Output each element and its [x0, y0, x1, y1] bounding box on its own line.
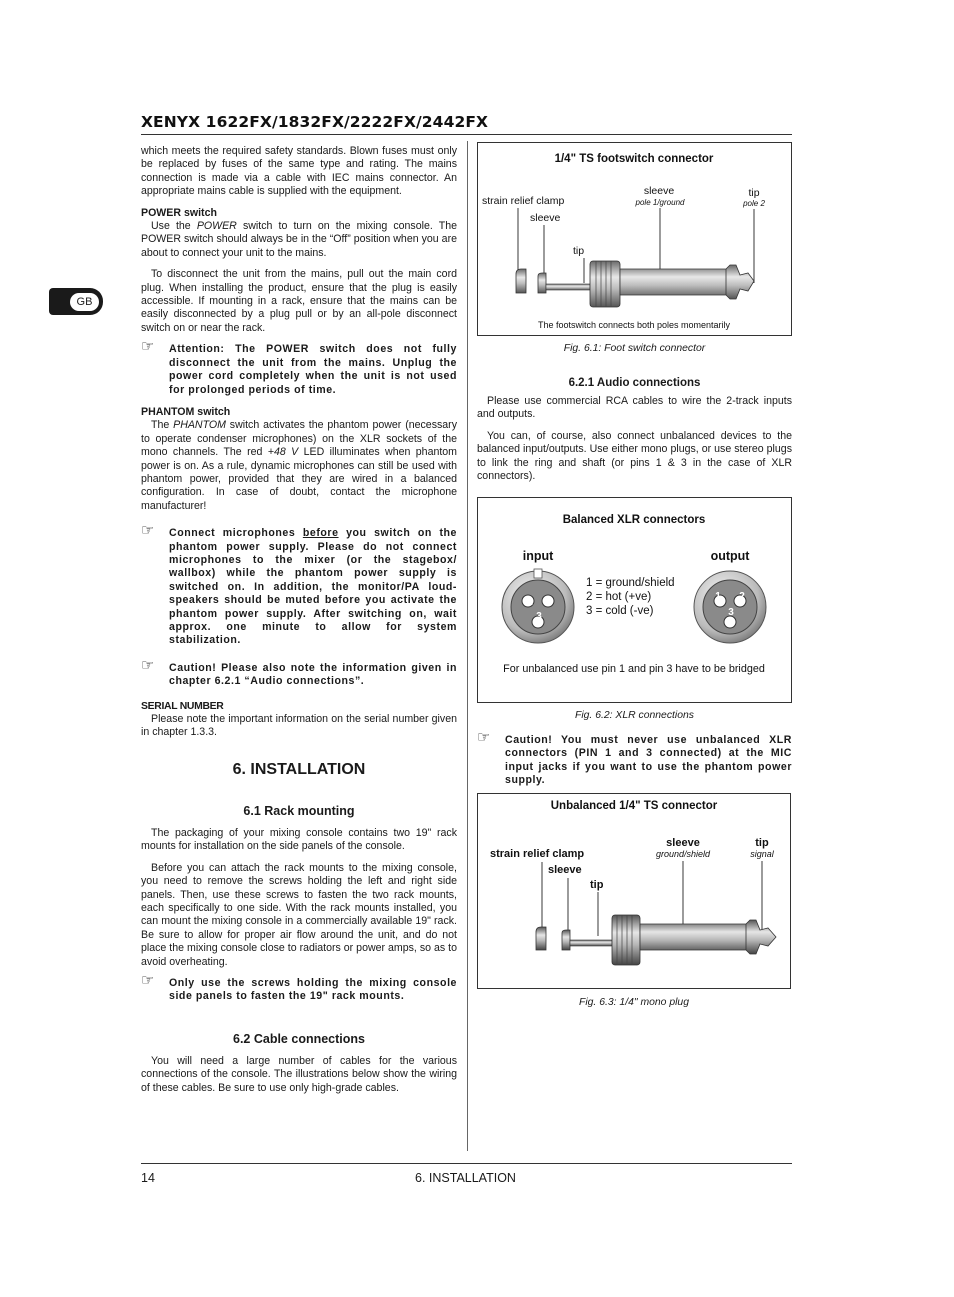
- audio-paragraph-1: Please use commercial RCA cables to wire the 2-track inputs and outputs.: [477, 395, 792, 421]
- input-label: input: [522, 549, 554, 563]
- rack-mounting-title: 6.1 Rack mounting: [243, 804, 355, 818]
- column-divider: [467, 141, 468, 1151]
- pin-1-legend: 1 = ground/shield: [586, 577, 675, 589]
- rack-note: ☞ Only use the screws holding the mixing console side panels to fasten the 19" rack mounts.: [141, 972, 457, 1003]
- output-pin-label: 3: [728, 607, 734, 618]
- phantom-switch-heading: PHANTOM switch: [141, 405, 231, 418]
- xlr-caution-section: [477, 729, 792, 797]
- pin-2-legend: 2 = hot (+ve): [586, 591, 652, 603]
- figure-title: Balanced XLR connectors: [562, 514, 706, 526]
- xlr-connectors-figure: [477, 497, 792, 703]
- xlr-connectors-diagram: [478, 498, 791, 702]
- figure-6-3-caption: Fig. 6.3: 1/4" mono plug: [579, 997, 689, 1008]
- output-pin-label: 1: [715, 591, 721, 602]
- sleeve-top-label: sleeve: [666, 837, 700, 849]
- audio-connections-title: 6.2.1 Audio connections: [568, 377, 701, 389]
- footswitch-note: The footswitch connects both poles momentarily: [537, 320, 731, 330]
- tip-low-label: tip: [573, 245, 585, 257]
- figure-title: Unbalanced 1/4" TS connector: [550, 800, 718, 812]
- power-attention-note: ☞ Attention: The POWER switch does not fully disconnect the unit from the mains. Unplug the power cord completely when the unit is not used for prolonged periods of time.: [141, 338, 457, 396]
- language-badge-label: GB: [70, 293, 99, 311]
- page-number: 14: [141, 1171, 155, 1185]
- pointing-hand-icon: ☞: [141, 972, 155, 990]
- cable-connections-section: [141, 1055, 457, 1103]
- output-pin-label: 2: [739, 591, 745, 602]
- tip-top-label: tip: [755, 837, 769, 849]
- tip-top-label: tip: [748, 187, 760, 199]
- left-column: [141, 145, 457, 748]
- rack-paragraph-2: Before you can attach the rack mounts to the mixing console, you need to remove the screws holding the left and right side panels. Then, use these screws to fasten the two rack mounts, each specifically to one side. With the rack mounts installed, you can mount the mixing console in a commercially available 19" rack. Be sure to allow for proper air flow around the unit, and do not place the mixing console close to radiators or power amps, so as to avoid overheating.: [141, 861, 457, 968]
- cable-connections-title: 6.2 Cable connections: [233, 1032, 365, 1046]
- output-label: output: [710, 549, 750, 563]
- pointing-hand-icon: ☞: [141, 656, 155, 674]
- serial-paragraph: Please note the important information on the serial number given in chapter 1.3.3.: [141, 713, 457, 739]
- power-paragraph-2: To disconnect the unit from the mains, pull out the main cord plug. When installing the product, ensure that the plug is easily accessible. If mounting in a rack, ensure that the mains can be easily disconnected by a plug pull or by an all-pole disconnect switch on or near the rack.: [141, 268, 457, 334]
- audio-paragraph-2: You can, of course, also connect unbalanced devices to the balanced input/outputs. Use either mono plugs, or use stereo plugs to link the ring and shaft (or pins 1 & 3 in the case of XLR connectors).: [477, 429, 792, 483]
- input-pin-label: 2: [527, 597, 533, 608]
- rack-paragraph-1: The packaging of your mixing console contains two 19" rack mounts for installation on the side panels of the console.: [141, 827, 457, 853]
- header-rule: [141, 134, 792, 135]
- language-badge: [49, 288, 103, 315]
- strain-relief-label: strain relief clamp: [482, 195, 565, 207]
- pin-3-legend: 3 = cold (-ve): [586, 605, 654, 617]
- tip-low-label: tip: [590, 879, 604, 891]
- power-paragraph-1: Use the POWER switch to turn on the mixing console. The POWER switch should always be in the “Off” position when you are about to connect your unit to the mains.: [141, 220, 457, 259]
- sleeve-sub-label: pole 1/ground: [635, 198, 685, 207]
- installation-title: 6. INSTALLATION: [232, 761, 366, 778]
- sleeve-mid-label: sleeve: [530, 212, 561, 224]
- unbalanced-note: For unbalanced use pin 1 and pin 3 have to be bridged: [503, 663, 765, 675]
- page-header-title: XENYX 1622FX/1832FX/2222FX/2442FX: [141, 113, 489, 131]
- figure-6-1-caption: Fig. 6.1: Foot switch connector: [563, 343, 706, 354]
- pointing-hand-icon: ☞: [477, 729, 491, 746]
- audio-connections-section: [477, 395, 792, 491]
- power-switch-heading: POWER switch: [141, 206, 217, 219]
- sleeve-mid-label: sleeve: [548, 864, 582, 876]
- input-pin-label: 1: [545, 597, 551, 608]
- xlr-caution-note: ☞ Caution! You must never use unbalanced XLR connectors (PIN 1 and 3 connected) at the MIC input jacks if you want to use the phantom power supply.: [477, 729, 792, 787]
- input-pin-label: 3: [536, 611, 542, 622]
- sleeve-sub-label: ground/shield: [655, 849, 711, 859]
- serial-number-heading: SERIAL NUMBER: [141, 700, 224, 712]
- figure-title: 1/4" TS footswitch connector: [554, 153, 714, 165]
- cable-paragraph: You will need a large number of cables for the various connections of the console. The illustrations below show the wiring of these cables. Be sure to use only high-grade cables.: [141, 1055, 457, 1094]
- ts-connector-diagram: [478, 794, 790, 988]
- footer-section-title: 6. INSTALLATION: [415, 1171, 516, 1185]
- phantom-note-2: ☞ Caution! Please also note the information given in chapter 6.2.1 “Audio connections”.: [141, 656, 457, 688]
- footswitch-connector-diagram: [478, 143, 791, 335]
- footer-rule: [141, 1163, 792, 1164]
- tip-sub-label: signal: [750, 849, 774, 859]
- tip-sub-label: pole 2: [743, 199, 765, 208]
- ts-connector-figure: [477, 793, 791, 989]
- strain-relief-label: strain relief clamp: [490, 848, 585, 860]
- footswitch-connector-figure: [477, 142, 792, 336]
- intro-paragraph: which meets the required safety standards. Blown fuses must only be replaced by fuses of the same type and rating. The mains connection is made via a cable with IEC mains connector. An appropriate mains cable is supplied with the equipment.: [141, 145, 457, 198]
- pointing-hand-icon: ☞: [141, 338, 155, 356]
- phantom-note-1: ☞ Connect microphones before you switch on the phantom power supply. Please do not connect microphones to the mixer (or the stagebox/ wallbox) while the phantom power supply is switched on. In addition, the monitor/PA loud-speakers should be muted before you activate the phantom power supply. After switching on, wait approx. one minute to allow for system stabilization.: [141, 522, 457, 647]
- pointing-hand-icon: ☞: [141, 522, 155, 540]
- sleeve-top-label: sleeve: [643, 185, 675, 197]
- phantom-paragraph: The PHANTOM switch activates the phantom power (necessary to operate condenser microphones) on the XLR sockets of the mono channels. The red +48 V LED illuminates when phantom power is on. As a rule, dynamic microphones can still be used with phantom power, provided that they are wired in a balanced configuration. In case of doubt, contact the microphone manufacturer!: [141, 419, 458, 512]
- figure-6-2-caption: Fig. 6.2: XLR connections: [575, 710, 694, 721]
- rack-mounting-section: [141, 827, 457, 1013]
